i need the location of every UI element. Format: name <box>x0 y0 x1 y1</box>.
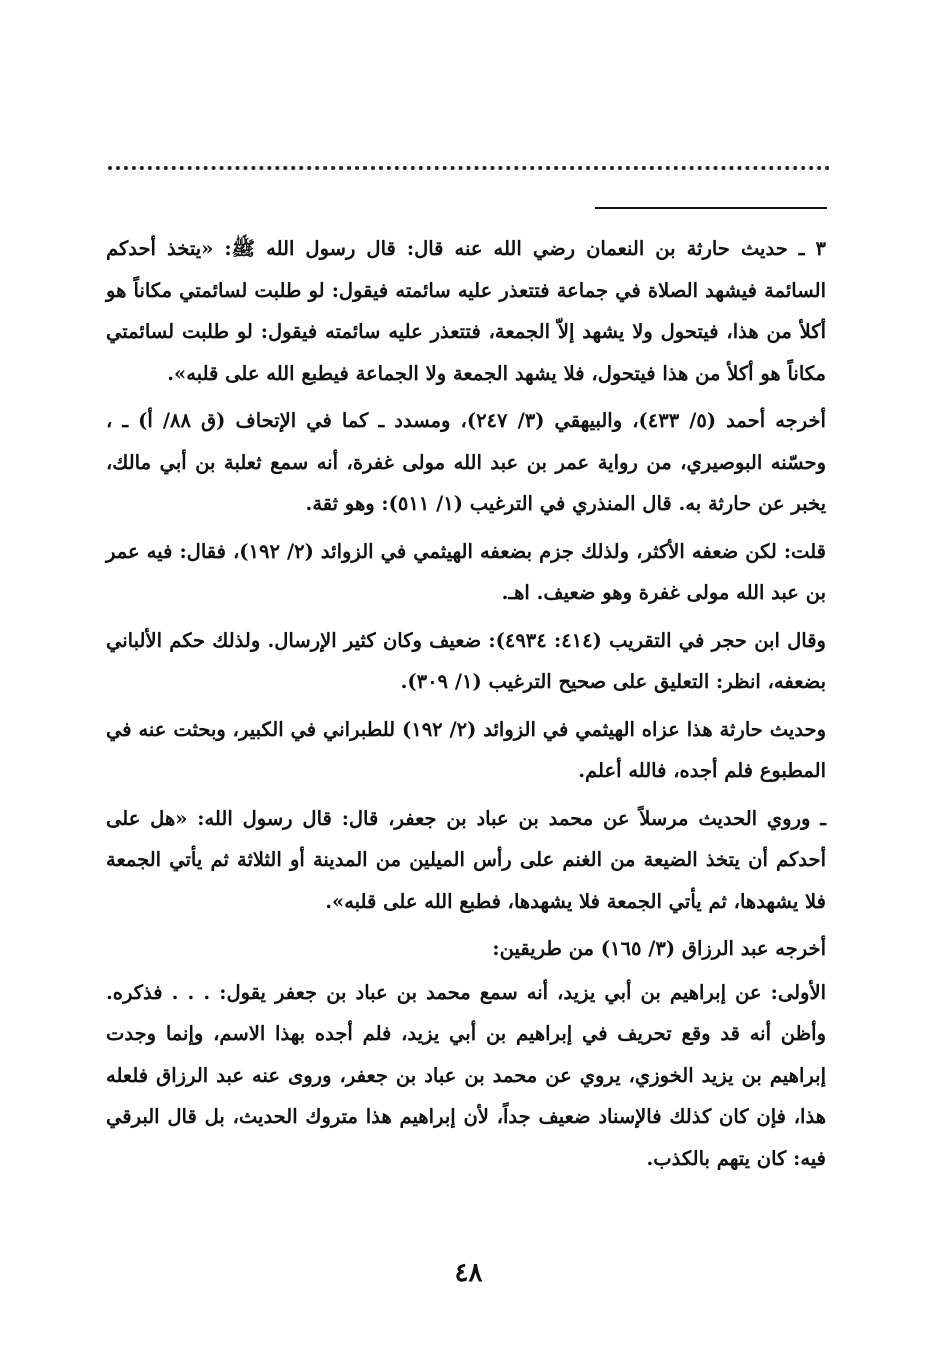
paragraph-hadith-haritha: ٣ ـ حديث حارثة بن النعمان رضي الله عنه قال: قال رسول الله ﷺ: «يتخذ أحدكم السائمة فيشهد الصلاة في جماعة فتتعذر عليه سائمته فيقول: لو طلبت لسائمتي مكاناً هو أكلأ من هذا، فيتحول ولا يشهد إلاّ الجمعة، فتتعذر عليه سائمته فيقول: لو طلبت لسائمتي مكاناً هو أكلأ من هذا فيتحول، فلا يشهد الجمعة ولا الجماعة فيطبع الله على قلبه». <box>106 237 826 385</box>
page-body <box>106 228 826 1185</box>
footnote-rule <box>595 207 827 209</box>
paragraph-abd-al-razzaq: أخرجه عبد الرزاق (٣/ ١٦٥) من طريقين: <box>492 937 826 960</box>
paragraph-mursal: ـ وروي الحديث مرسلاً عن محمد بن عباد بن جعفر، قال: قال رسول الله: «هل على أحدكم أن يتخذ الضيعة من الغنم على رأس الميلين من المدينة أو الثلاثة ثم يأتي الجمعة فلا يشهدها، ثم يأتي الجمعة فلا يشهدها، فطبع الله على قلبه». <box>106 806 826 913</box>
paragraph-ibn-hajar: وقال ابن حجر في التقريب (٤١٤: ٤٩٣٤): ضعيف وكان كثير الإرسال. ولذلك حكم الألباني بضعفه، انظر: التعليق على صحيح الترغيب (١/ ٣٠٩). <box>106 628 826 693</box>
dotted-separator <box>108 146 830 170</box>
paragraph-qultu: قلت: لكن ضعفه الأكثر، ولذلك جزم بضعفه الهيثمي في الزوائد (٢/ ١٩٢)، فقال: فيه عمر بن عبد الله مولى غفرة وهو ضعيف. اهـ. <box>106 539 826 604</box>
paragraph-first-route: الأولى: عن إبراهيم بن أبي يزيد، أنه سمع محمد بن عباد بن جعفر يقول: . . . فذكره. وأظن أنه قد وقع تحريف في إبراهيم بن أبي يزيد، فلم أجده بهذا الاسم، وإنما وجدت إبراهيم بن يزيد الخوزي، يروي عن محمد بن عباد بن جعفر، وروى عنه عبد الرزاق فلعله هذا، فإن كان كذلك فالإسناد ضعيف جداً، لأن إبراهيم هذا متروك الحديث، بل قال البرقي فيه: كان يتهم بالكذب. <box>106 980 826 1170</box>
paragraph-tabarani: وحديث حارثة هذا عزاه الهيثمي في الزوائد (٢/ ١٩٢) للطبراني في الكبير، وبحثت عنه في المطبوع فلم أجده، فالله أعلم. <box>106 717 826 782</box>
page-number: ٤٨ <box>454 1258 483 1288</box>
paragraph-takhrij-ahmad: أخرجه أحمد (٥/ ٤٣٣)، والبيهقي (٣/ ٢٤٧)، ومسدد ـ كما في الإتحاف (ق ٨٨/ أ) ـ ، وحسّنه البوصيري، من رواية عمر بن عبد الله مولى غفرة، أنه سمع ثعلبة بن أبي مالك، يخبر عن حارثة به. قال المنذري في الترغيب (١/ ٥١١): وهو ثقة. <box>106 409 826 515</box>
